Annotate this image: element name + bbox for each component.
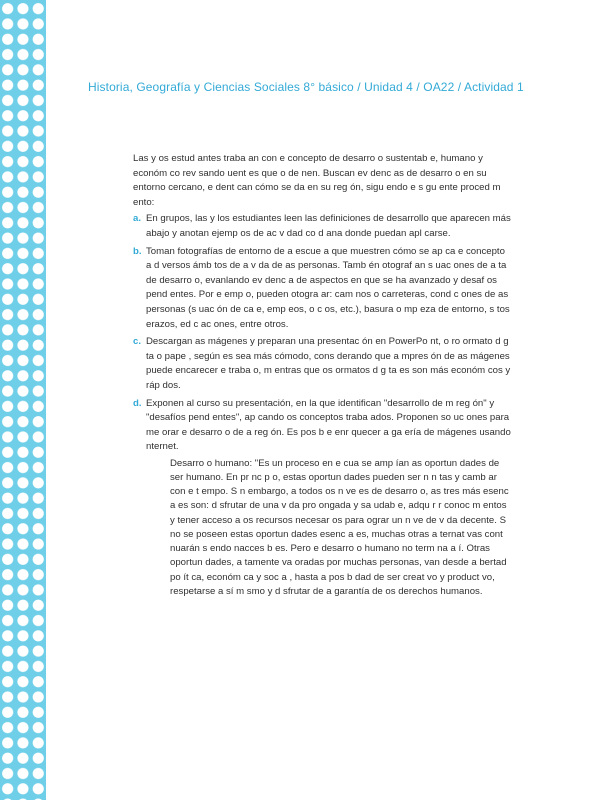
steps-list — [133, 212, 511, 599]
step-item — [133, 212, 511, 241]
step-text: Toman fotografías de entorno de a escue a que muestren cómo se ap ca e concepto a d versos ámb tos de a v da de as personas. Tamb én otograf an s uac ones de a ta de desarro o, evanlando ev denc a de aspectos en que se ha avanzado y desaf os pend entes. Por e emp o, pueden otogra ar: cam nos o carreteras, cond c ones de as personas (s uac ón de ca e, emp eos, o c os, etc.), basura o mp eza de entorno, s tos erazos, ed c ac ones, entre otros. — [146, 245, 510, 330]
decorative-dot-strip — [0, 0, 46, 800]
step-item — [133, 335, 511, 393]
page-header: Historia, Geografía y Ciencias Sociales 8° básico / Unidad 4 / OA22 / Actividad 1 — [88, 80, 524, 94]
step-marker: b. — [133, 245, 142, 257]
activity-content — [133, 152, 511, 602]
step-marker: c. — [133, 336, 142, 348]
step-text: Descargan as mágenes y preparan una presentac ón en PowerPo nt, o ro ormato d g ta o pape , según es sea más cómodo, cons derando que a mpres ón de as mágenes puede encarecer e traba o, m entras que os ormatos d g ta es son más económ cos y ráp dos. — [146, 336, 511, 391]
step-item — [133, 245, 511, 333]
definition-quote: Desarro o humano: "Es un proceso en e cua se amp ían as oportun dades de ser humano. En pr nc p o, estas oportun dades pueden ser n n tas y camb ar con e t empo. S n embargo, a todos os n ve es de desarro o, as tres más esenc a es son: d sfrutar de una v da pro ongada y sa udab e, adqu r r conoc m entos y tener acceso a os recursos necesar os para ograr un n ve de v da decente. S no se poseen estas oportun dades esenc a es, muchas otras a ternat vas cont nuarán s endo nacces b es. Pero e desarro o humano no term na a í. Otras oportun dades, a tamente va oradas por muchas personas, van desde a bertad po ít ca, económ ca y soc a , hasta a pos b dad de ser creat vo y product vo, respetarse a sí m smo y d sfrutar de a garantía de os derechos humanos. — [170, 457, 509, 597]
step-text: Exponen al curso su presentación, en la que identifican "desarrollo de m reg ón" y "desafíos pend entes", ap cando os conceptos traba ados. Proponen so uc ones para me orar e desarro o de a reg ón. Es pos b e enr quecer a ga ería de mágenes usando nternet. — [146, 397, 511, 453]
step-marker: a. — [133, 213, 142, 225]
step-item — [133, 397, 511, 599]
step-text: En grupos, las y los estudiantes leen las definiciones de desarrollo que aparecen más abajo y anotan ejemp os de ac v dad co d ana donde puedan apl carse. — [146, 213, 511, 239]
intro-paragraph: Las y os estud antes traba an con e concepto de desarro o sustentab e, humano y económ co rev sando uent es que o de nen. Buscan ev denc as de desarro o en su entorno cercano, e dent can cómo se da en su reg ón, sigu endo e s gu ente proced m ento: — [133, 153, 501, 208]
step-marker: d. — [133, 397, 142, 409]
